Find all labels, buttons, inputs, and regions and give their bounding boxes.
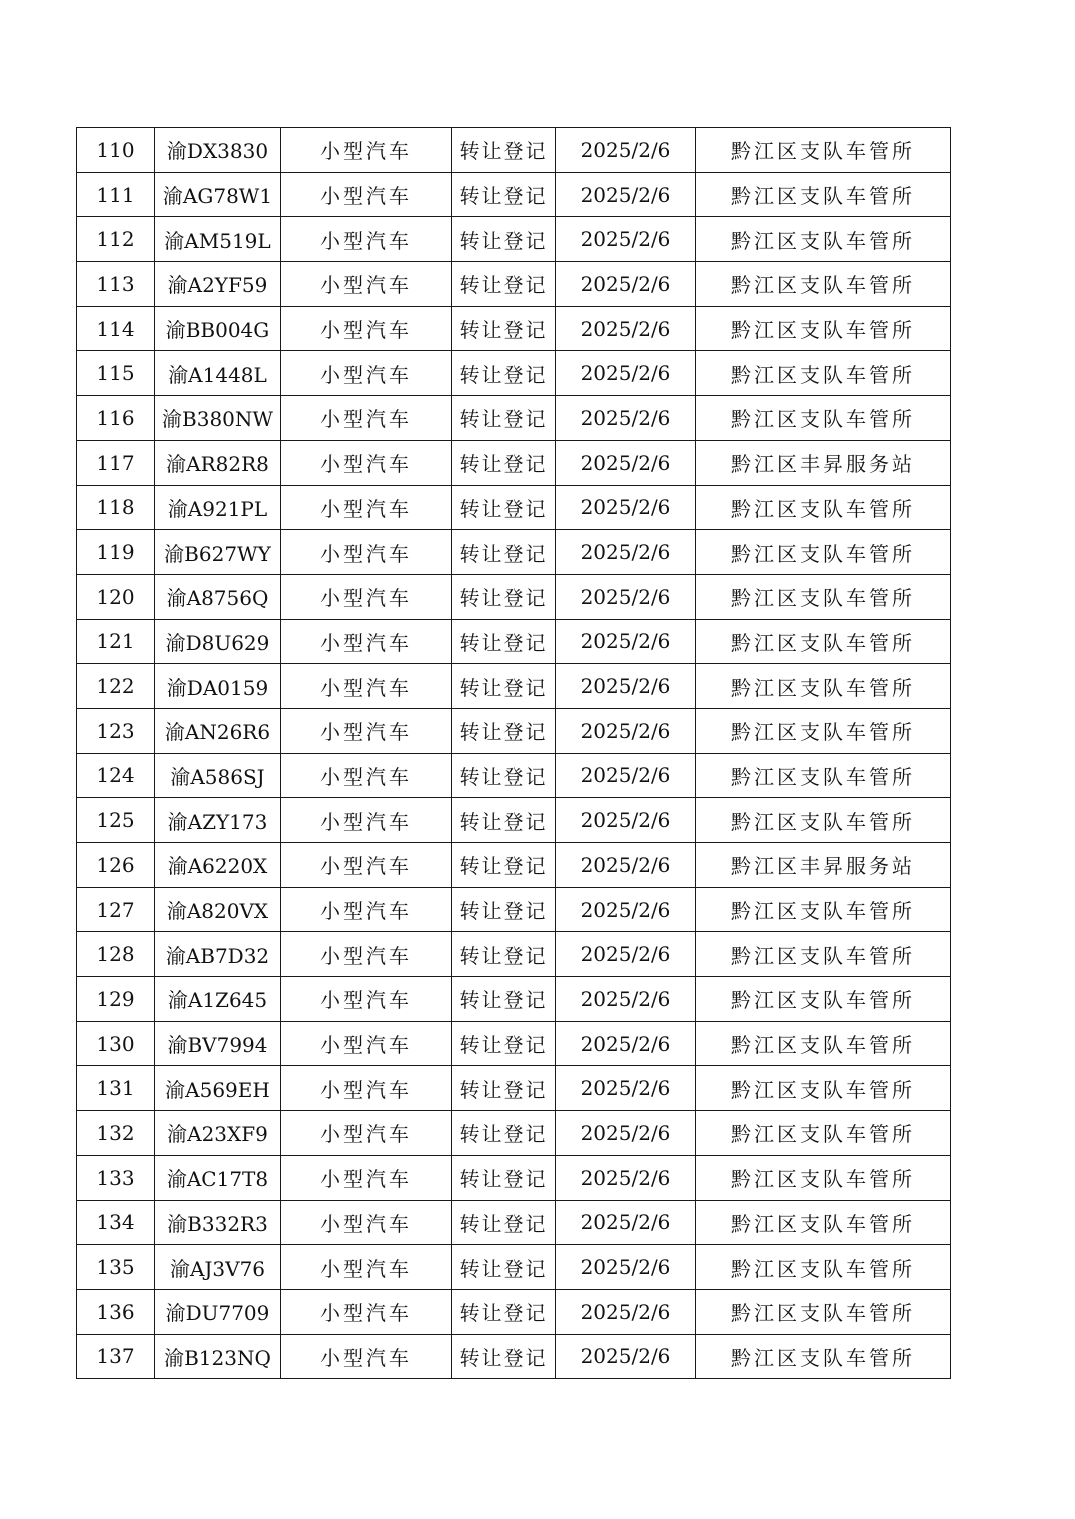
cell-sequence-number: 135 (77, 1245, 155, 1290)
cell-vehicle-type: 小型汽车 (281, 1245, 452, 1290)
cell-sequence-number: 117 (77, 440, 155, 485)
cell-vehicle-type: 小型汽车 (281, 1111, 452, 1156)
cell-business-type: 转让登记 (452, 217, 556, 262)
cell-sequence-number: 128 (77, 932, 155, 977)
cell-sequence-number: 115 (77, 351, 155, 396)
cell-date: 2025/2/6 (556, 1334, 696, 1379)
cell-office: 黔江区支队车管所 (696, 753, 951, 798)
table-row (77, 843, 951, 888)
cell-business-type: 转让登记 (452, 887, 556, 932)
cell-business-type: 转让登记 (452, 708, 556, 753)
table-row (77, 172, 951, 217)
table-row (77, 753, 951, 798)
cell-vehicle-type: 小型汽车 (281, 977, 452, 1022)
table-row (77, 619, 951, 664)
table-row (77, 977, 951, 1022)
cell-business-type: 转让登记 (452, 262, 556, 307)
cell-vehicle-type: 小型汽车 (281, 753, 452, 798)
cell-office: 黔江区支队车管所 (696, 1200, 951, 1245)
cell-vehicle-type: 小型汽车 (281, 172, 452, 217)
cell-vehicle-type: 小型汽车 (281, 128, 452, 173)
cell-sequence-number: 118 (77, 485, 155, 530)
table-row (77, 530, 951, 575)
table-row (77, 262, 951, 307)
cell-date: 2025/2/6 (556, 798, 696, 843)
table-row (77, 1200, 951, 1245)
table-row (77, 128, 951, 173)
cell-vehicle-type: 小型汽车 (281, 1200, 452, 1245)
cell-office: 黔江区支队车管所 (696, 1111, 951, 1156)
table-row (77, 798, 951, 843)
cell-date: 2025/2/6 (556, 843, 696, 888)
cell-date: 2025/2/6 (556, 1021, 696, 1066)
cell-office: 黔江区支队车管所 (696, 574, 951, 619)
cell-office: 黔江区支队车管所 (696, 1155, 951, 1200)
cell-plate-number: 渝B123NQ (155, 1334, 281, 1379)
cell-vehicle-type: 小型汽车 (281, 843, 452, 888)
cell-business-type: 转让登记 (452, 1200, 556, 1245)
cell-office: 黔江区支队车管所 (696, 619, 951, 664)
cell-date: 2025/2/6 (556, 262, 696, 307)
cell-business-type: 转让登记 (452, 843, 556, 888)
cell-plate-number: 渝AZY173 (155, 798, 281, 843)
cell-vehicle-type: 小型汽车 (281, 485, 452, 530)
cell-business-type: 转让登记 (452, 753, 556, 798)
cell-business-type: 转让登记 (452, 440, 556, 485)
table-row (77, 1245, 951, 1290)
cell-office: 黔江区支队车管所 (696, 1245, 951, 1290)
cell-office: 黔江区支队车管所 (696, 977, 951, 1022)
cell-date: 2025/2/6 (556, 128, 696, 173)
cell-plate-number: 渝AR82R8 (155, 440, 281, 485)
cell-plate-number: 渝A23XF9 (155, 1111, 281, 1156)
cell-sequence-number: 112 (77, 217, 155, 262)
cell-vehicle-type: 小型汽车 (281, 262, 452, 307)
cell-sequence-number: 114 (77, 306, 155, 351)
cell-plate-number: 渝AM519L (155, 217, 281, 262)
cell-date: 2025/2/6 (556, 977, 696, 1022)
cell-office: 黔江区支队车管所 (696, 1021, 951, 1066)
cell-date: 2025/2/6 (556, 619, 696, 664)
table-row (77, 485, 951, 530)
cell-date: 2025/2/6 (556, 1289, 696, 1334)
cell-date: 2025/2/6 (556, 887, 696, 932)
cell-office: 黔江区支队车管所 (696, 396, 951, 441)
cell-date: 2025/2/6 (556, 306, 696, 351)
cell-office: 黔江区丰昇服务站 (696, 440, 951, 485)
table-row (77, 1021, 951, 1066)
cell-plate-number: 渝A820VX (155, 887, 281, 932)
cell-plate-number: 渝B332R3 (155, 1200, 281, 1245)
cell-date: 2025/2/6 (556, 1111, 696, 1156)
cell-vehicle-type: 小型汽车 (281, 932, 452, 977)
table-row (77, 396, 951, 441)
cell-vehicle-type: 小型汽车 (281, 887, 452, 932)
cell-date: 2025/2/6 (556, 664, 696, 709)
cell-sequence-number: 129 (77, 977, 155, 1022)
cell-office: 黔江区丰昇服务站 (696, 843, 951, 888)
cell-business-type: 转让登记 (452, 1334, 556, 1379)
cell-business-type: 转让登记 (452, 485, 556, 530)
cell-office: 黔江区支队车管所 (696, 1066, 951, 1111)
cell-sequence-number: 127 (77, 887, 155, 932)
cell-business-type: 转让登记 (452, 128, 556, 173)
cell-business-type: 转让登记 (452, 932, 556, 977)
cell-vehicle-type: 小型汽车 (281, 619, 452, 664)
cell-sequence-number: 125 (77, 798, 155, 843)
vehicle-registration-table (76, 127, 951, 1379)
cell-office: 黔江区支队车管所 (696, 664, 951, 709)
cell-business-type: 转让登记 (452, 1066, 556, 1111)
cell-business-type: 转让登记 (452, 396, 556, 441)
cell-vehicle-type: 小型汽车 (281, 217, 452, 262)
table-row (77, 574, 951, 619)
table-row (77, 664, 951, 709)
cell-date: 2025/2/6 (556, 932, 696, 977)
cell-plate-number: 渝A921PL (155, 485, 281, 530)
cell-sequence-number: 134 (77, 1200, 155, 1245)
cell-business-type: 转让登记 (452, 977, 556, 1022)
table-row (77, 217, 951, 262)
table-row (77, 932, 951, 977)
cell-office: 黔江区支队车管所 (696, 172, 951, 217)
cell-vehicle-type: 小型汽车 (281, 1334, 452, 1379)
cell-office: 黔江区支队车管所 (696, 306, 951, 351)
cell-date: 2025/2/6 (556, 1155, 696, 1200)
cell-plate-number: 渝DX3830 (155, 128, 281, 173)
cell-plate-number: 渝B380NW (155, 396, 281, 441)
cell-plate-number: 渝AB7D32 (155, 932, 281, 977)
cell-date: 2025/2/6 (556, 574, 696, 619)
cell-business-type: 转让登记 (452, 574, 556, 619)
cell-business-type: 转让登记 (452, 351, 556, 396)
table-body (77, 128, 951, 1379)
cell-sequence-number: 131 (77, 1066, 155, 1111)
cell-vehicle-type: 小型汽车 (281, 664, 452, 709)
cell-office: 黔江区支队车管所 (696, 530, 951, 575)
cell-business-type: 转让登记 (452, 1289, 556, 1334)
cell-office: 黔江区支队车管所 (696, 932, 951, 977)
cell-office: 黔江区支队车管所 (696, 351, 951, 396)
cell-sequence-number: 116 (77, 396, 155, 441)
cell-plate-number: 渝D8U629 (155, 619, 281, 664)
cell-sequence-number: 136 (77, 1289, 155, 1334)
cell-vehicle-type: 小型汽车 (281, 1155, 452, 1200)
cell-business-type: 转让登记 (452, 1245, 556, 1290)
cell-plate-number: 渝A1Z645 (155, 977, 281, 1022)
cell-office: 黔江区支队车管所 (696, 262, 951, 307)
cell-business-type: 转让登记 (452, 1155, 556, 1200)
table-row (77, 351, 951, 396)
cell-plate-number: 渝A8756Q (155, 574, 281, 619)
cell-date: 2025/2/6 (556, 708, 696, 753)
cell-date: 2025/2/6 (556, 1066, 696, 1111)
cell-date: 2025/2/6 (556, 485, 696, 530)
cell-sequence-number: 111 (77, 172, 155, 217)
table-row (77, 1066, 951, 1111)
cell-vehicle-type: 小型汽车 (281, 574, 452, 619)
cell-date: 2025/2/6 (556, 172, 696, 217)
cell-plate-number: 渝AN26R6 (155, 708, 281, 753)
cell-sequence-number: 121 (77, 619, 155, 664)
cell-plate-number: 渝A1448L (155, 351, 281, 396)
cell-sequence-number: 119 (77, 530, 155, 575)
cell-vehicle-type: 小型汽车 (281, 351, 452, 396)
cell-plate-number: 渝A586SJ (155, 753, 281, 798)
cell-vehicle-type: 小型汽车 (281, 440, 452, 485)
cell-plate-number: 渝A2YF59 (155, 262, 281, 307)
table-row (77, 1334, 951, 1379)
cell-office: 黔江区支队车管所 (696, 128, 951, 173)
cell-sequence-number: 132 (77, 1111, 155, 1156)
cell-sequence-number: 113 (77, 262, 155, 307)
cell-office: 黔江区支队车管所 (696, 887, 951, 932)
cell-plate-number: 渝BV7994 (155, 1021, 281, 1066)
cell-date: 2025/2/6 (556, 396, 696, 441)
cell-sequence-number: 130 (77, 1021, 155, 1066)
cell-vehicle-type: 小型汽车 (281, 306, 452, 351)
cell-office: 黔江区支队车管所 (696, 1334, 951, 1379)
table-row (77, 440, 951, 485)
cell-business-type: 转让登记 (452, 664, 556, 709)
cell-office: 黔江区支队车管所 (696, 217, 951, 262)
cell-plate-number: 渝AC17T8 (155, 1155, 281, 1200)
cell-plate-number: 渝B627WY (155, 530, 281, 575)
table-row (77, 1289, 951, 1334)
cell-vehicle-type: 小型汽车 (281, 798, 452, 843)
cell-business-type: 转让登记 (452, 172, 556, 217)
cell-plate-number: 渝DA0159 (155, 664, 281, 709)
cell-business-type: 转让登记 (452, 1111, 556, 1156)
cell-plate-number: 渝A6220X (155, 843, 281, 888)
cell-business-type: 转让登记 (452, 306, 556, 351)
cell-date: 2025/2/6 (556, 351, 696, 396)
cell-plate-number: 渝AG78W1 (155, 172, 281, 217)
cell-date: 2025/2/6 (556, 440, 696, 485)
cell-business-type: 转让登记 (452, 1021, 556, 1066)
table-row (77, 306, 951, 351)
cell-sequence-number: 126 (77, 843, 155, 888)
cell-sequence-number: 124 (77, 753, 155, 798)
cell-vehicle-type: 小型汽车 (281, 708, 452, 753)
cell-office: 黔江区支队车管所 (696, 485, 951, 530)
cell-sequence-number: 123 (77, 708, 155, 753)
cell-sequence-number: 120 (77, 574, 155, 619)
cell-plate-number: 渝AJ3V76 (155, 1245, 281, 1290)
cell-vehicle-type: 小型汽车 (281, 396, 452, 441)
cell-date: 2025/2/6 (556, 753, 696, 798)
cell-date: 2025/2/6 (556, 1245, 696, 1290)
cell-sequence-number: 133 (77, 1155, 155, 1200)
cell-vehicle-type: 小型汽车 (281, 530, 452, 575)
cell-plate-number: 渝BB004G (155, 306, 281, 351)
cell-plate-number: 渝A569EH (155, 1066, 281, 1111)
cell-business-type: 转让登记 (452, 798, 556, 843)
cell-date: 2025/2/6 (556, 217, 696, 262)
cell-office: 黔江区支队车管所 (696, 798, 951, 843)
table-row (77, 887, 951, 932)
table-row (77, 1111, 951, 1156)
cell-business-type: 转让登记 (452, 530, 556, 575)
cell-vehicle-type: 小型汽车 (281, 1066, 452, 1111)
cell-sequence-number: 137 (77, 1334, 155, 1379)
cell-office: 黔江区支队车管所 (696, 1289, 951, 1334)
cell-business-type: 转让登记 (452, 619, 556, 664)
cell-date: 2025/2/6 (556, 530, 696, 575)
cell-vehicle-type: 小型汽车 (281, 1021, 452, 1066)
cell-plate-number: 渝DU7709 (155, 1289, 281, 1334)
table-row (77, 1155, 951, 1200)
table-row (77, 708, 951, 753)
cell-office: 黔江区支队车管所 (696, 708, 951, 753)
cell-sequence-number: 110 (77, 128, 155, 173)
cell-date: 2025/2/6 (556, 1200, 696, 1245)
cell-vehicle-type: 小型汽车 (281, 1289, 452, 1334)
cell-sequence-number: 122 (77, 664, 155, 709)
